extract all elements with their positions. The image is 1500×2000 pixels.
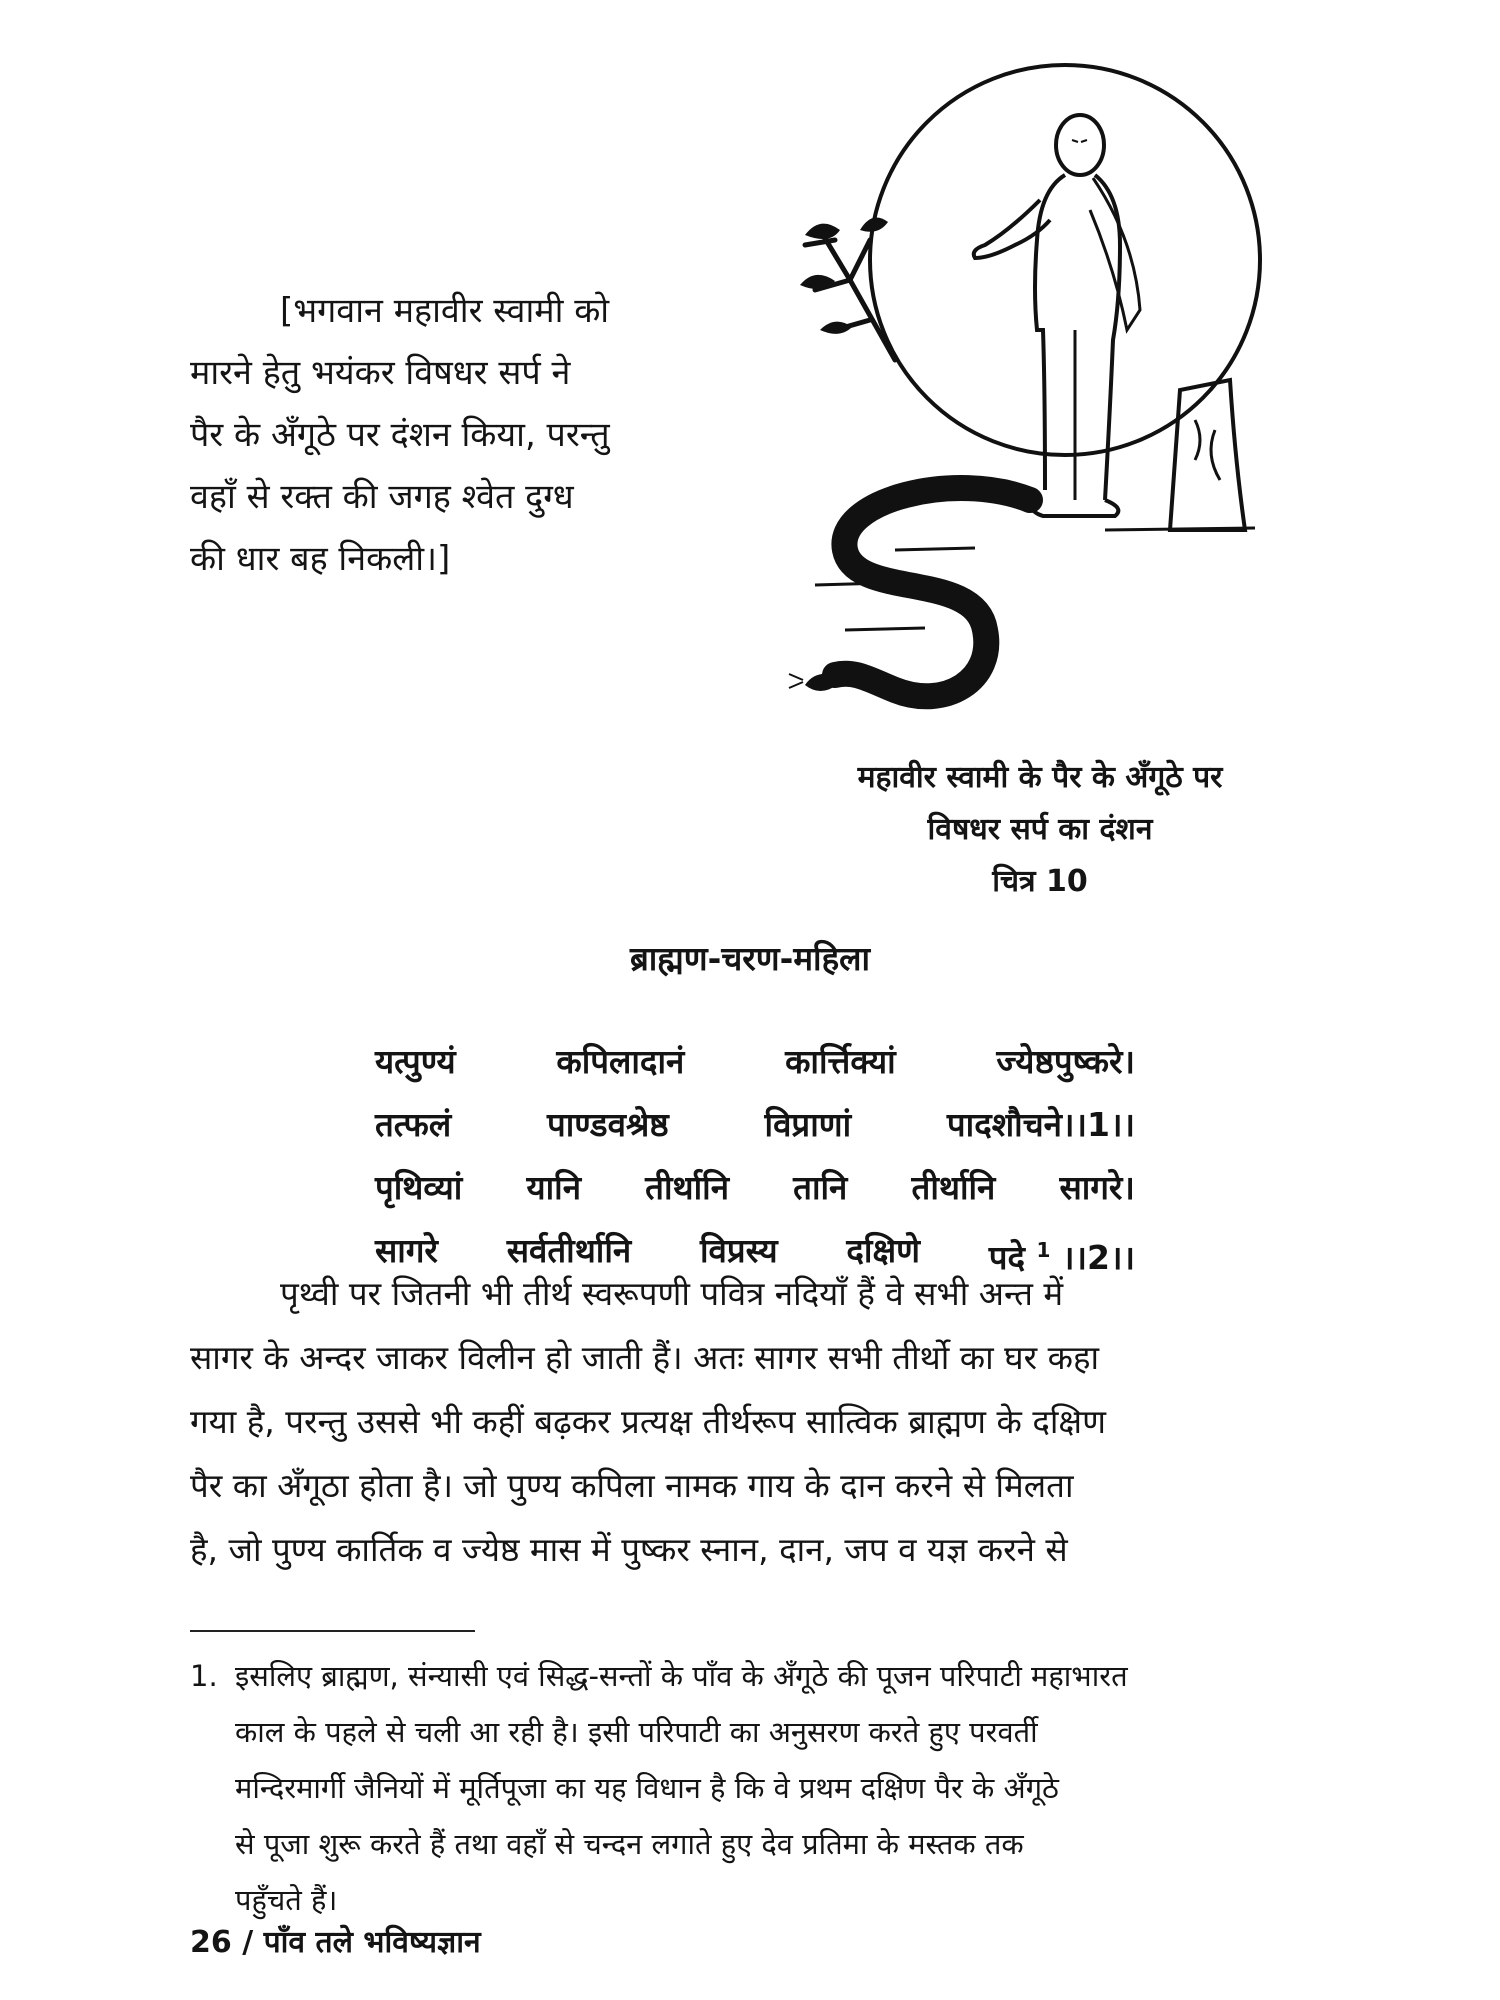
sanskrit-verses [375,1030,1135,1289]
verse-line [375,1030,1135,1093]
verse-word: पृथिव्यां [375,1168,463,1207]
verse-word: सागरे। [1059,1168,1135,1207]
body-line: है, जो पुण्य कार्तिक व ज्येष्ठ मास में पुष्कर स्नान, दान, जप व यज्ञ करने से [190,1530,1068,1569]
verse-word: विप्रस्य [699,1231,778,1270]
page-footer: 26 / पाँव तले भविष्यज्ञान [190,1925,481,1960]
body-line: सागर के अन्दर जाकर विलीन हो जाती हैं। अतः सागर सभी तीर्थो का घर कहा [190,1338,1100,1377]
verse-word: तानि [793,1168,848,1207]
intro-line: मारने हेतु भयंकर विषधर सर्प ने [190,353,571,393]
figure-caption [790,752,1290,908]
intro-line: वहाँ से रक्त की जगह श्वेत दुग्ध [190,477,574,517]
verse-word: कार्त्तिक्यां [785,1042,896,1081]
mahavir-snake-illustration [775,30,1295,730]
verse-word: कपिलादानं [556,1042,685,1081]
section-heading: ब्राह्मण-चरण-महिला [629,939,871,978]
verse-word: तत्फलं [375,1105,452,1144]
verse-word: दक्षिणे [846,1231,920,1270]
footnote-text [235,1648,1310,1928]
figure-label: चित्र 10 [992,864,1088,899]
footnote-line: पहुँचते हैं। [235,1883,338,1917]
body-line: पैर का अँगूठा होता है। जो पुण्य कपिला नामक गाय के दान करने से मिलता [190,1466,1074,1505]
body-line: पृथ्वी पर जितनी भी तीर्थ स्वरूपणी पवित्र नदियाँ हैं वे सभी अन्त में [280,1274,1064,1313]
verse-word: तीर्थानि [911,1168,996,1207]
caption-line: विषधर सर्प का दंशन [927,812,1153,847]
verse-word: यानि [526,1168,582,1207]
footnote-line: काल के पहले से चली आ रही है। इसी परिपाटी का अनुसरण करते हुए परवर्ती [235,1715,1038,1749]
intro-line: पैर के अँगूठे पर दंशन किया, परन्तु [190,415,610,455]
verse-word: ज्येष्ठपुष्करे। [996,1042,1135,1081]
verse-word: सागरे [375,1231,438,1270]
verse-line [375,1156,1135,1219]
footnote-line: मन्दिरमार्गी जैनियों में मूर्तिपूजा का यह विधान है कि वे प्रथम दक्षिण पैर के अँगूठे [235,1771,1059,1805]
caption-line: महावीर स्वामी के पैर के अँगूठे पर [857,760,1223,795]
verse-word: पादशौचने।।1।। [946,1105,1135,1144]
verse-word: पाण्डवश्रेष्ठ [546,1105,669,1144]
footnote-line: से पूजा शुरू करते हैं तथा वहाँ से चन्दन लगाते हुए देव प्रतिमा के मस्तक तक [235,1827,1024,1861]
footnote-line: इसलिए ब्राह्मण, संन्यासी एवं सिद्ध-सन्तों के पाँव के अँगूठे की पूजन परिपाटी महाभारत [235,1659,1128,1693]
body-line: गया है, परन्तु उससे भी कहीं बढ़कर प्रत्यक्ष तीर्थरूप सात्विक ब्राह्मण के दक्षिण [190,1402,1106,1441]
verse-word: तीर्थानि [645,1168,730,1207]
footnote-marker[interactable]: 1 [1036,1238,1051,1262]
intro-line: [भगवान महावीर स्वामी को [280,291,610,331]
intro-paragraph [190,280,710,590]
footnote-number: 1. [190,1659,218,1693]
body-paragraph [190,1262,1310,1582]
footnote-divider [190,1630,475,1632]
verse-word: सर्वतीर्थानि [506,1231,632,1270]
verse-line [375,1093,1135,1156]
intro-line: की धार बह निकली।] [190,539,451,579]
verse-word: यत्पुण्यं [375,1042,456,1081]
verse-word: पदे [988,1238,1026,1277]
verse-word: विप्राणां [764,1105,852,1144]
verse-end-mark: ।।2।। [1061,1238,1135,1277]
